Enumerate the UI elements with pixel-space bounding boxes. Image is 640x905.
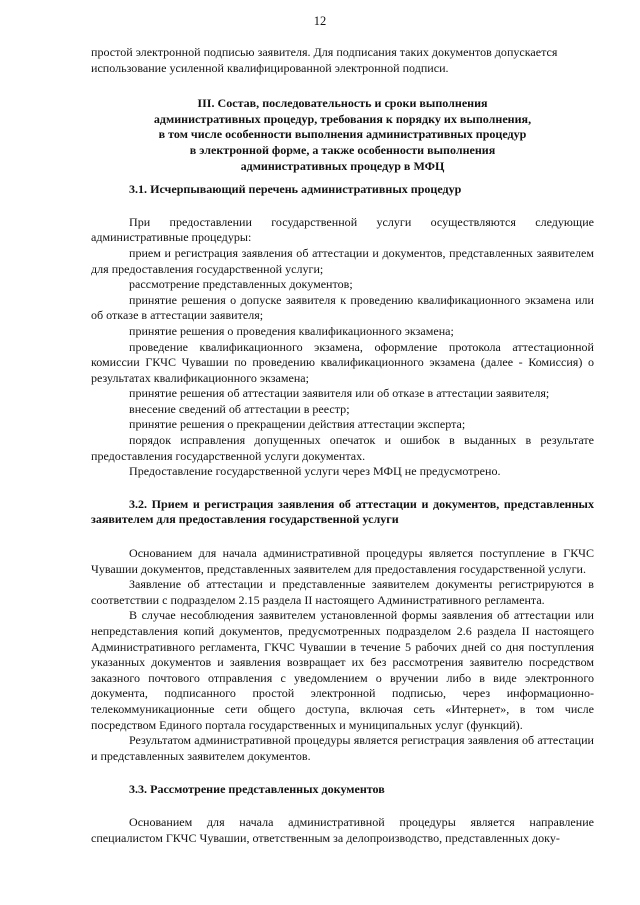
list-item: рассмотрение представленных документов; — [129, 277, 353, 292]
subsection-body-3-1 — [91, 215, 594, 480]
paragraph: Основанием для начала административной процедуры является направление специалистом ГКЧС Чувашии, ответственным за делопроизводство, представленных доку- — [91, 814, 594, 845]
section-title-line: в электронной форме, а также особенности выполнения — [189, 142, 496, 157]
subsection-body-3-3 — [91, 815, 594, 846]
list-item: принятие решения о проведения квалификационного экзамена; — [129, 323, 454, 338]
list-item: принятие решения о допуске заявителя к проведению квалификационного экзамена или об отказе в аттестации заявителя; — [91, 292, 594, 323]
section-title-line: административных процедур, требования к порядку их выполнения, — [153, 111, 532, 126]
paragraph: При предоставлении государственной услуги осуществляются следующие административные процедуры: — [91, 214, 594, 245]
paragraph: Основанием для начала административной процедуры является поступление в ГКЧС Чувашии документов, представленных заявителем для предоставления государственной услуги. — [91, 546, 594, 576]
list-item: принятие решения об аттестации заявителя или об отказе в аттестации заявителя; — [129, 386, 550, 401]
subsection-body-3-2 — [91, 546, 594, 764]
paragraph: Результатом административной процедуры является регистрация заявления об аттестации и представленных заявителем документов. — [91, 733, 594, 763]
subsection-title-3-1: 3.1. Исчерпывающий перечень административных процедур — [129, 182, 462, 197]
page-content — [91, 45, 594, 846]
subsection-title-3-2: 3.2. Прием и регистрация заявления об аттестации и документов, представленных заявителем для предоставления государственной услуги — [91, 496, 594, 527]
section-title — [91, 96, 594, 174]
paragraph: Предоставление государственной услуги через МФЦ не предусмотрено. — [129, 464, 501, 479]
intro-line: использование усиленной квалифицированной электронной подписи. — [91, 60, 449, 75]
list-item: проведение квалификационного экзамена, оформление протокола аттестационной комиссии ГКЧС Чувашии по проведению квалификационного экзамена (далее - Комиссия) о результатах квалификационного экзамена; — [91, 339, 594, 385]
section-title-line: административных процедур в МФЦ — [240, 158, 445, 173]
list-item: порядок исправления допущенных опечаток и ошибок в выданных в результате предоставления государственной услуги документах. — [91, 433, 594, 463]
intro-line: простой электронной подписью заявителя. Для подписания таких документов допускается — [91, 45, 558, 59]
page-number: 12 — [313, 14, 327, 28]
section-title-line: III. Состав, последовательность и сроки выполнения — [197, 96, 488, 111]
list-item: внесение сведений об аттестации в реестр; — [129, 401, 350, 416]
list-item: прием и регистрация заявления об аттестации и документов, представленных заявителем для предоставления государственной услуги; — [91, 245, 594, 276]
paragraph: Заявление об аттестации и представленные заявителем документы регистрируются в соответствии с подразделом 2.15 раздела II настоящего Административного регламента. — [91, 577, 594, 607]
list-item: принятие решения о прекращении действия аттестации эксперта; — [129, 417, 466, 432]
subsection-title-3-3: 3.3. Рассмотрение представленных документов — [129, 782, 385, 797]
section-title-line: в том числе особенности выполнения административных процедур — [158, 127, 527, 142]
paragraph: В случае несоблюдения заявителем установленной формы заявления об аттестации или непредставления копий документов, предусмотренных подразделом 2.6 раздела II настоящего Административного регламента, ГКЧС Чувашии в течение 5 рабочих дней со дня поступления указанных документов и заявления возвращает их без рассмотрения заявителю посредством заказного почтового отправления с уведомлением о вручении либо в виде электронного документа, подписанного простой электронной подписью, через информационно-телекоммуникационные сети общего доступа, включая сеть «Интернет», в том числе посредством Единого портала государственных и муниципальных услуг (функций). — [91, 608, 594, 732]
